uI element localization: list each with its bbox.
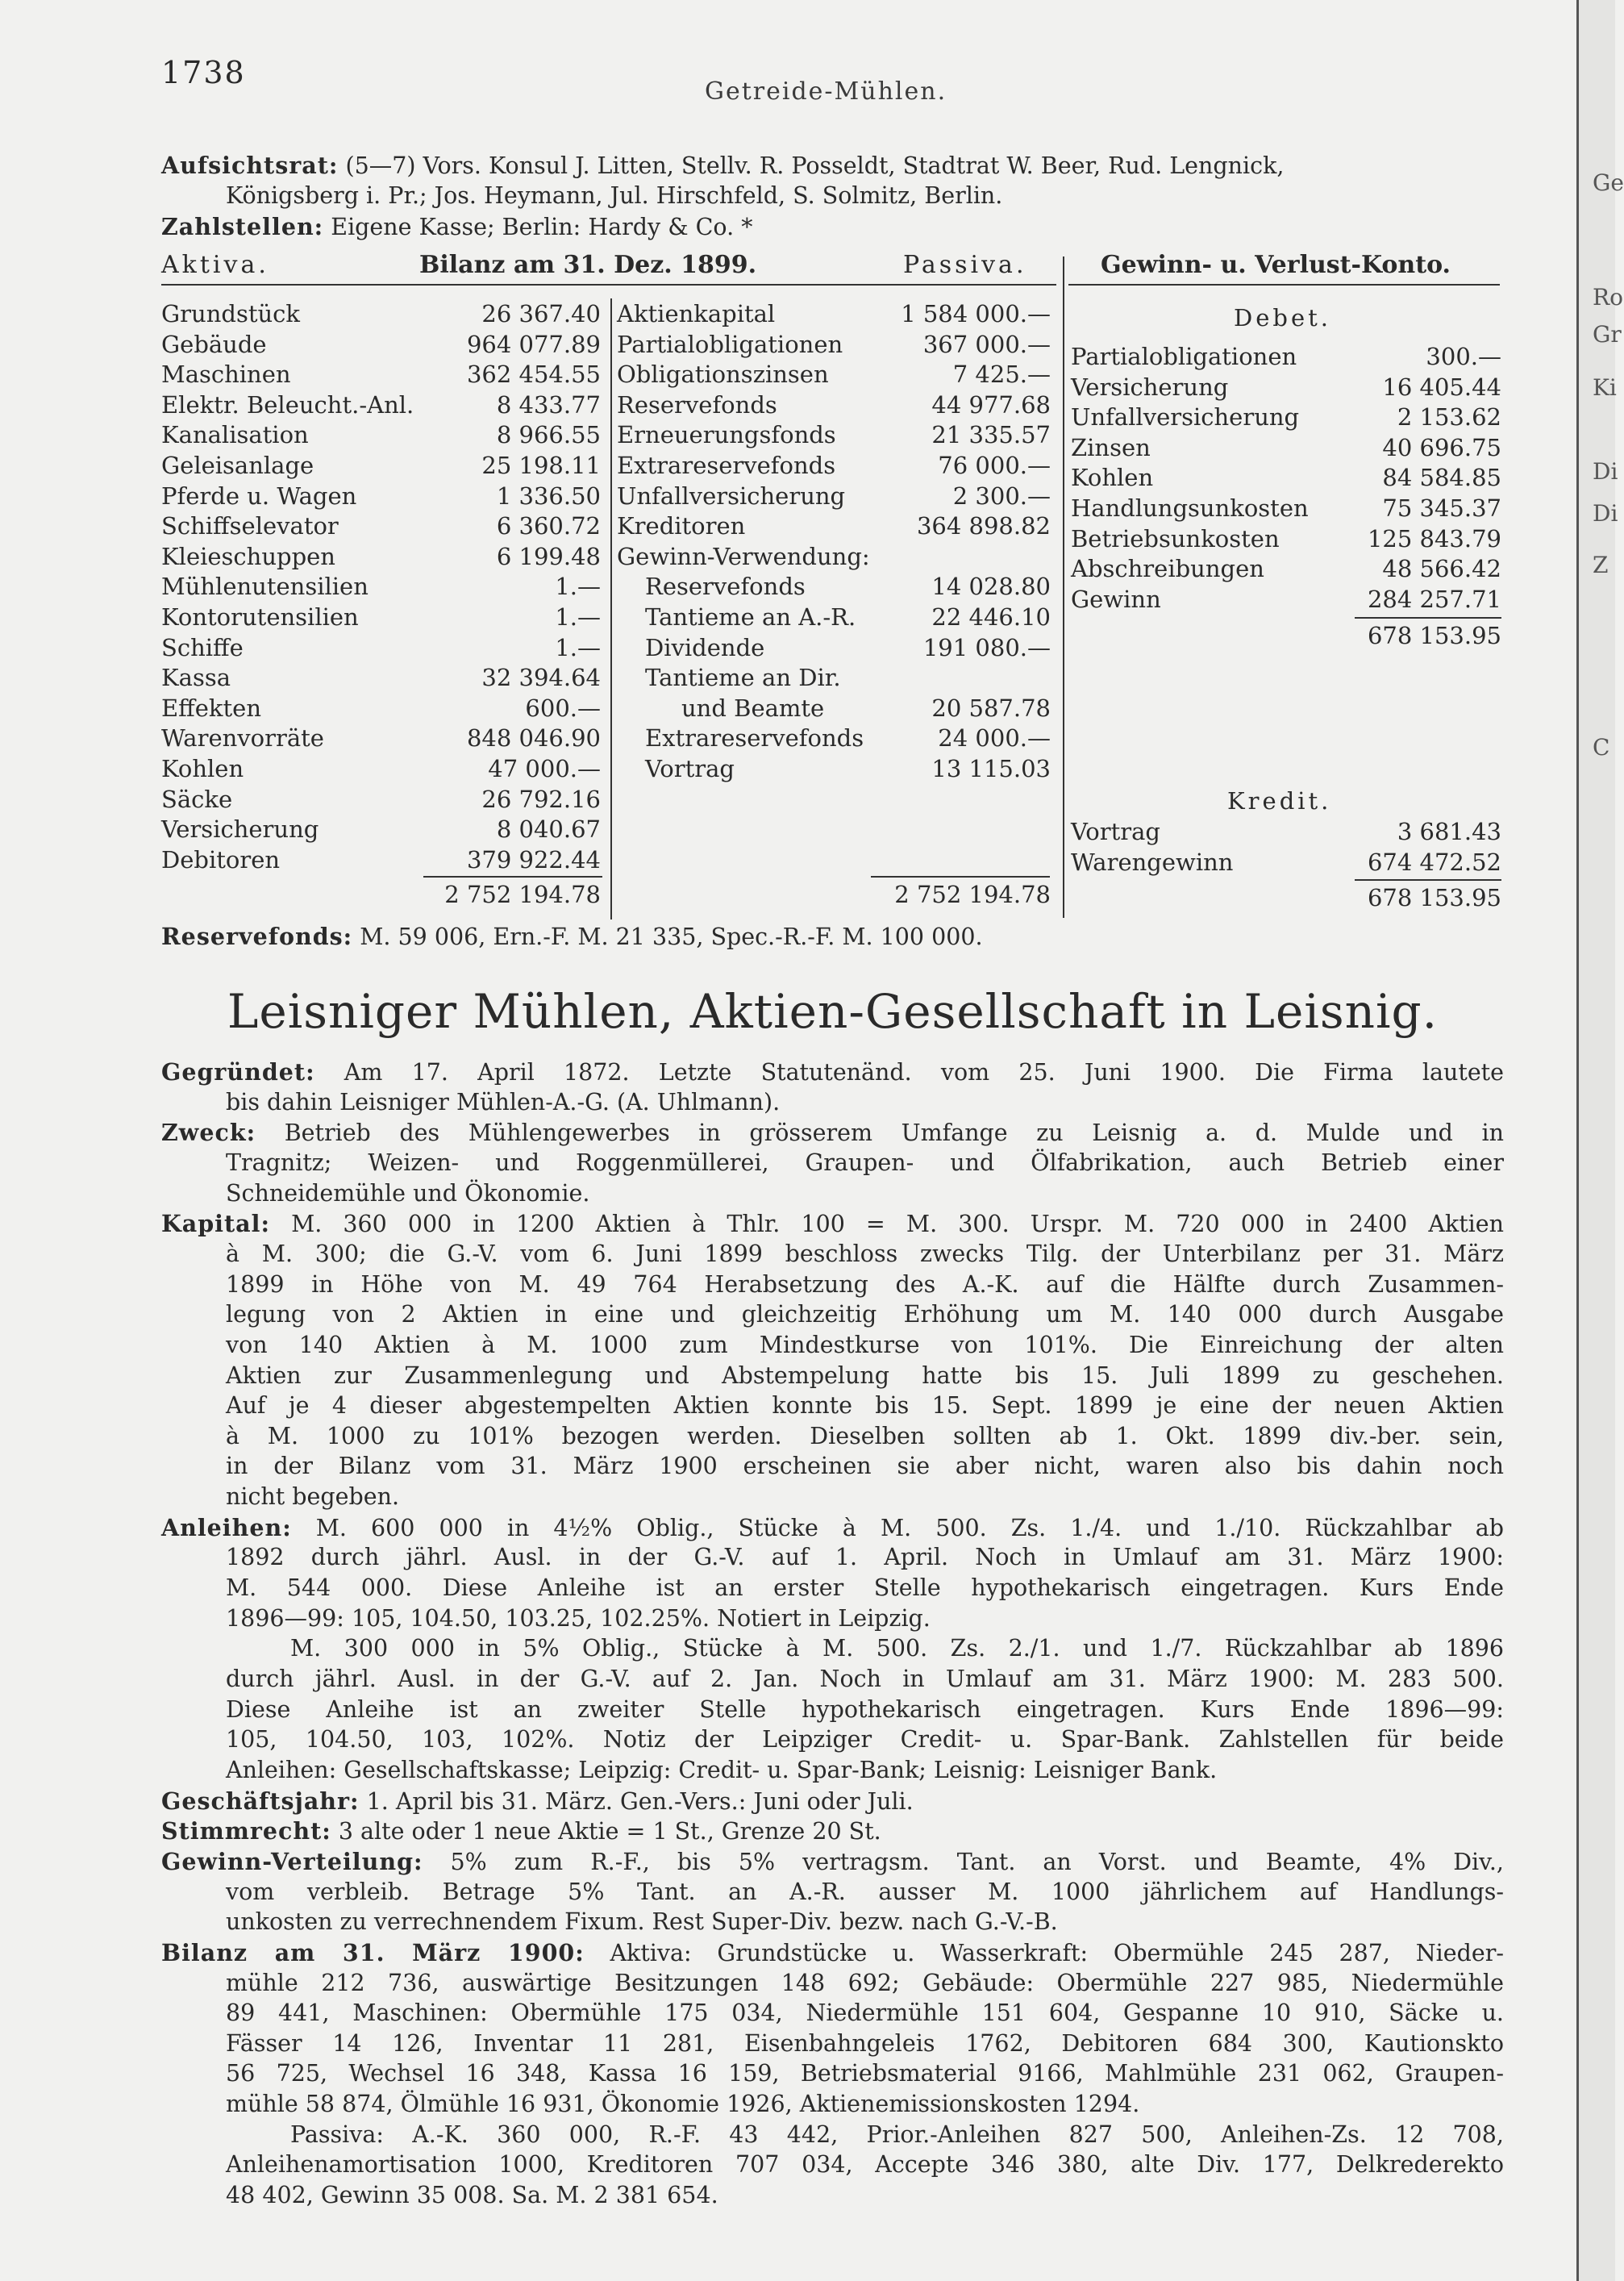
aktiva-item: Schiffe <box>161 633 244 661</box>
body-line <box>226 1361 1504 1391</box>
line-text: vom verbleib. Betrage 5% Tant. an A.-R. ausser M. 1000 jährlichem auf Handlungs- <box>226 1878 1504 1905</box>
adjacent-page-letter: Ge <box>1593 169 1624 196</box>
passiva-total-rule <box>871 876 1050 878</box>
body-line <box>226 1907 1504 1937</box>
aktiva-value: 6 360.72 <box>496 512 601 540</box>
debet-total: 678 153.95 <box>1367 622 1501 650</box>
debet-item: Kohlen <box>1071 464 1154 492</box>
debet-total-rule <box>1355 617 1501 619</box>
line-text: M. 360 000 in 1200 Aktien à Thlr. 100 = M. 300. Urspr. M. 720 000 in 2400 Aktien <box>269 1211 1504 1238</box>
running-head: Getreide-Mühlen. <box>705 77 947 106</box>
line-text: Auf je 4 dieser abgestempelten Aktien konnte bis 15. Sept. 1899 je eine der neuen Aktien <box>226 1392 1504 1420</box>
body-line <box>226 2058 1504 2089</box>
line-text: legung von 2 Aktien in eine und gleichzeitig Erhöhung um M. 140 000 durch Ausgabe <box>226 1301 1504 1328</box>
aktiva-value: 379 922.44 <box>466 845 601 874</box>
aktiva-value: 25 198.11 <box>481 452 601 479</box>
debet-item: Handlungsunkosten <box>1071 494 1309 522</box>
passiva-item: Extrareservefonds <box>645 724 864 753</box>
passiva-value: 24 000.— <box>938 724 1051 753</box>
body-line <box>226 1391 1504 1421</box>
aktiva-item: Säcke <box>161 785 233 813</box>
passiva-value: 364 898.82 <box>916 512 1051 540</box>
section-label: Zweck: <box>161 1119 256 1147</box>
debet-value: 16 405.44 <box>1382 373 1501 401</box>
adjacent-page-letter: C <box>1593 734 1610 761</box>
line-text: unkosten zu verrechnendem Fixum. Rest Super-Div. bezw. nach G.-V.-B. <box>226 1908 1058 1936</box>
line-text: 5% zum R.-F., bis 5% vertragsm. Tant. an Vorst. und Beamte, 4% Div., <box>423 1848 1504 1875</box>
body-line <box>226 1270 1504 1300</box>
debet-item: Gewinn <box>1071 585 1161 613</box>
adjacent-page-letter: Ki <box>1593 374 1617 401</box>
passiva-value: 191 080.— <box>922 633 1051 661</box>
debet-value: 2 153.62 <box>1397 403 1501 432</box>
section-label: Aufsichtsrat: <box>161 152 339 179</box>
line-text: 1896—99: 105, 104.50, 103.25, 102.25%. Notiert in Leipzig. <box>226 1604 931 1632</box>
aktiva-value: 362 454.55 <box>466 361 601 389</box>
line-text: M. 600 000 in 4½% Oblig., Stücke à M. 500. Zs. 1./4. und 1./10. Rückzahlbar ab <box>291 1514 1504 1541</box>
body-line <box>226 1968 1504 1999</box>
line-text: durch jährl. Ausl. in der G.-V. auf 2. Jan. Noch in Umlauf am 31. März 1900: M. 283 500. <box>226 1666 1504 1692</box>
line-text: Anleihenamortisation 1000, Kreditoren 707 034, Accepte 346 380, alte Div. 177, Delkrederekto <box>226 2151 1504 2179</box>
passiva-item: Dividende <box>645 633 765 661</box>
section-label: Geschäftsjahr: <box>161 1787 360 1815</box>
body-line <box>226 1573 1504 1603</box>
debet-value: 284 257.71 <box>1367 585 1501 613</box>
line-text: M. 300 000 in 5% Oblig., Stücke à M. 500. Zs. 2./1. und 1./7. Rückzahlbar ab 1896 <box>290 1635 1504 1662</box>
passiva-item: Reservefonds <box>645 573 806 601</box>
passiva-item: Obligationszinsen <box>617 361 829 389</box>
adjacent-page-letter: Gr <box>1593 321 1622 348</box>
aktiva-value: 32 394.64 <box>481 664 601 692</box>
aktiva-total: 2 752 194.78 <box>444 881 601 909</box>
aktiva-item: Versicherung <box>161 815 319 844</box>
aktiva-item: Kleieschuppen <box>161 542 335 570</box>
kredit-total-rule <box>1355 879 1501 881</box>
bilanz-divider <box>610 298 612 919</box>
debet-value: 125 843.79 <box>1367 524 1501 553</box>
line-text: 105, 104.50, 103, 102%. Notiz der Leipziger Credit- u. Spar-Bank. Zahlstellen für beide <box>226 1726 1504 1753</box>
kredit-value: 3 681.43 <box>1397 818 1501 845</box>
debet-value: 84 584.85 <box>1382 464 1501 492</box>
line-text: Eigene Kasse; Berlin: Hardy & Co. * <box>323 214 753 240</box>
section-label: Stimmrecht: <box>161 1817 331 1845</box>
aktiva-value: 600.— <box>525 694 601 722</box>
aktiva-value: 1.— <box>555 603 601 631</box>
aktiva-value: 8 966.55 <box>496 421 601 449</box>
line-text: Anleihen: Gesellschaftskasse; Leipzig: Credit- u. Spar-Bank; Leisnig: Leisniger Bank. <box>226 1756 1218 1783</box>
aktiva-item: Pferde u. Wagen <box>161 482 357 510</box>
bilanz-title: Bilanz am 31. Dez. 1899. <box>419 251 757 279</box>
line-text: M. 544 000. Diese Anleihe ist an erster Stelle hypothekarisch eingetragen. Kurs Ende <box>226 1574 1504 1602</box>
passiva-item: und Beamte <box>681 694 825 722</box>
body-line <box>226 1299 1504 1330</box>
body-line <box>290 1633 1504 1664</box>
guv-title: Gewinn- u. Verlust-Konto. <box>1101 251 1451 279</box>
body-line <box>226 1087 1504 1118</box>
aktiva-value: 8 040.67 <box>496 815 601 844</box>
line-text: Diese Anleihe ist an zweiter Stelle hypothekarisch eingetragen. Kurs Ende 1896—99: <box>226 1695 1504 1723</box>
aktiva-label: Aktiva. <box>161 251 269 279</box>
debet-item: Betriebsunkosten <box>1071 524 1280 553</box>
line-text: mühle 212 736, auswärtige Besitzungen 148 692; Gebäude: Obermühle 227 985, Niedermühle <box>226 1969 1504 1996</box>
line-text: 89 441, Maschinen: Obermühle 175 034, Niedermühle 151 604, Gespanne 10 910, Säcke u. <box>226 2000 1504 2027</box>
header-line <box>161 211 1504 243</box>
line-text: à M. 300; die G.-V. vom 6. Juni 1899 beschloss zwecks Tilg. der Unterbilanz per 31. März <box>226 1240 1504 1267</box>
page-number: 1738 <box>161 55 246 90</box>
line-text: 3 alte oder 1 neue Aktie = 1 St., Grenze 20 St. <box>331 1818 881 1845</box>
debet-item: Abschreibungen <box>1071 555 1264 583</box>
body-line <box>226 1542 1504 1573</box>
guv-top-rule <box>1068 284 1500 286</box>
debet-value: 75 345.37 <box>1382 494 1501 522</box>
line-text: 1899 in Höhe von M. 49 764 Herabsetzung des A.-K. auf die Hälfte durch Zusammen- <box>226 1270 1504 1298</box>
debet-label: Debet. <box>1234 304 1332 332</box>
line-text: (5—7) Vors. Konsul J. Litten, Stellv. R. Posseldt, Stadtrat W. Beer, Rud. Lengnick, <box>338 152 1285 179</box>
line-text: Am 17. April 1872. Letzte Statutenänd. vom 25. Juni 1900. Die Firma lautete <box>314 1059 1504 1086</box>
body-line <box>226 1451 1504 1482</box>
line-text: Passiva: A.-K. 360 000, R.-F. 43 442, Prior.-Anleihen 827 500, Anleihen-Zs. 12 708, <box>290 2120 1504 2148</box>
passiva-value: 1 584 000.— <box>901 300 1051 327</box>
body-line <box>226 1603 1504 1634</box>
aktiva-item: Mühlenutensilien <box>161 573 369 601</box>
line-text: Betrieb des Mühlengewerbes in grösserem Umfange zu Leisnig a. d. Mulde und in <box>256 1120 1504 1147</box>
passiva-item: Tantieme an Dir. <box>645 664 841 692</box>
aktiva-item: Kohlen <box>161 755 244 782</box>
passiva-value: 13 115.03 <box>931 755 1051 782</box>
aktiva-item: Debitoren <box>161 845 281 874</box>
line-text: mühle 58 874, Ölmühle 16 931, Ökonomie 1926, Aktienemissionskosten 1294. <box>226 2091 1140 2118</box>
passiva-value: 22 446.10 <box>931 603 1051 631</box>
line-text: 1. April bis 31. März. Gen.-Vers.: Juni oder Juli. <box>359 1787 914 1815</box>
line-text: Aktiva: Grundstücke u. Wasserkraft: Obermühle 245 287, Nieder- <box>584 1939 1504 1966</box>
body-line <box>226 1664 1504 1695</box>
line-text: 56 725, Wechsel 16 348, Kassa 16 159, Betriebsmaterial 9166, Mahlmühle 231 062, Graupen- <box>226 2060 1504 2087</box>
aktiva-value: 26 792.16 <box>481 785 601 813</box>
adjacent-page-letter: Z <box>1593 552 1609 578</box>
aktiva-value: 848 046.90 <box>466 724 601 753</box>
passiva-item: Tantieme an A.-R. <box>645 603 856 631</box>
body-line <box>226 1695 1504 1725</box>
aktiva-total-rule <box>423 876 602 878</box>
aktiva-item: Grundstück <box>161 300 300 327</box>
aktiva-item: Kassa <box>161 664 231 692</box>
passiva-item: Aktienkapital <box>617 300 776 327</box>
section-label: Gewinn-Verteilung: <box>161 1847 423 1875</box>
aktiva-item: Gebäude <box>161 330 267 358</box>
aktiva-value: 6 199.48 <box>496 542 601 570</box>
passiva-value: 44 977.68 <box>931 390 1051 419</box>
aktiva-value: 47 000.— <box>488 755 601 782</box>
reservefonds-text <box>161 921 1504 953</box>
company-title: Leisniger Mühlen, Aktien-Gesellschaft in Leisnig. <box>227 984 1439 1039</box>
body-line <box>161 1057 1504 1088</box>
passiva-value: 14 028.80 <box>931 573 1051 601</box>
passiva-item: Unfallversicherung <box>617 482 846 510</box>
body-line <box>226 1482 1504 1512</box>
aktiva-item: Kanalisation <box>161 421 309 449</box>
passiva-value: 367 000.— <box>922 330 1051 358</box>
aktiva-value: 964 077.89 <box>466 330 601 358</box>
line-text: von 140 Aktien à M. 1000 zum Mindestkurse von 101%. Die Einreichung der alten <box>226 1331 1504 1358</box>
debet-value: 300.— <box>1426 343 1501 370</box>
adjacent-page-letter: Ro <box>1593 284 1623 311</box>
aktiva-value: 1 336.50 <box>496 482 601 510</box>
body-line <box>226 2180 1504 2211</box>
header-line <box>161 150 1504 181</box>
debet-value: 40 696.75 <box>1382 433 1501 461</box>
debet-item: Versicherung <box>1071 373 1229 401</box>
body-line <box>226 1148 1504 1178</box>
passiva-item: Kreditoren <box>617 512 746 540</box>
section-label: Reservefonds: <box>161 923 353 950</box>
body-line <box>161 1937 1504 1969</box>
line-text: 1892 durch jährl. Ausl. in der G.-V. auf 1. April. Noch in Umlauf am 31. März 1900: <box>226 1544 1504 1571</box>
kredit-item: Warengewinn <box>1071 848 1234 876</box>
adjacent-page-letter: Di <box>1593 500 1618 527</box>
passiva-label: Passiva. <box>903 251 1027 279</box>
body-line <box>226 2150 1504 2180</box>
line-text: Fässer 14 126, Inventar 11 281, Eisenbahngeleis 1762, Debitoren 684 300, Kautionskto <box>226 2029 1504 2057</box>
kredit-label: Kredit. <box>1227 787 1332 815</box>
section-label: Zahlstellen: <box>161 213 324 240</box>
body-line <box>161 1816 1504 1847</box>
body-line <box>226 1421 1504 1452</box>
header-line <box>226 181 1504 211</box>
bilanz-top-rule <box>161 284 1056 286</box>
passiva-item: Gewinn-Verwendung: <box>617 542 870 570</box>
line-text: Königsberg i. Pr.; Jos. Heymann, Jul. Hirschfeld, S. Solmitz, Berlin. <box>226 182 1003 209</box>
line-text: à M. 1000 zu 101% bezogen werden. Dieselben sollten ab 1. Okt. 1899 div.-ber. sein, <box>226 1422 1504 1449</box>
body-line <box>226 1724 1504 1755</box>
line-text: 48 402, Gewinn 35 008. Sa. M. 2 381 654. <box>226 2182 718 2209</box>
aktiva-item: Warenvorräte <box>161 724 324 753</box>
passiva-value: 76 000.— <box>938 452 1051 479</box>
passiva-value: 7 425.— <box>952 361 1051 389</box>
debet-value: 48 566.42 <box>1382 555 1501 583</box>
debet-item: Unfallversicherung <box>1071 403 1300 432</box>
aktiva-item: Maschinen <box>161 361 291 389</box>
section-label: Anleihen: <box>161 1513 292 1541</box>
body-line <box>226 2029 1504 2059</box>
line-text: Aktien zur Zusammenlegung und Abstempelung hatte bis 15. Juli 1899 zu geschehen. <box>226 1362 1504 1389</box>
guv-divider <box>1063 256 1064 918</box>
body-line <box>226 1239 1504 1270</box>
passiva-item: Partialobligationen <box>617 330 843 358</box>
body-line <box>161 1786 1504 1817</box>
line-text: Schneidemühle und Ökonomie. <box>226 1179 590 1207</box>
section-label: Kapital: <box>161 1210 270 1238</box>
adjacent-page-letter: Di <box>1593 458 1618 485</box>
body-line <box>226 1998 1504 2029</box>
body-line <box>226 1877 1504 1908</box>
body-line <box>290 2120 1504 2150</box>
passiva-total: 2 752 194.78 <box>894 881 1051 909</box>
body-line <box>226 1330 1504 1361</box>
aktiva-value: 1.— <box>555 633 601 661</box>
kredit-value: 674 472.52 <box>1367 848 1501 876</box>
kredit-item: Vortrag <box>1071 818 1160 845</box>
line-text: bis dahin Leisniger Mühlen-A.-G. (A. Uhlmann). <box>226 1088 781 1115</box>
aktiva-item: Effekten <box>161 694 262 722</box>
line-text: in der Bilanz vom 31. März 1900 erscheinen sie aber nicht, waren also bis dahin noch <box>226 1453 1504 1480</box>
passiva-value: 2 300.— <box>952 482 1051 510</box>
aktiva-item: Elektr. Beleucht.-Anl. <box>161 390 414 419</box>
debet-item: Partialobligationen <box>1071 343 1297 370</box>
debet-item: Zinsen <box>1071 433 1151 461</box>
body-line <box>226 2089 1504 2120</box>
body-line <box>226 1178 1504 1209</box>
aktiva-value: 1.— <box>555 573 601 601</box>
body-line <box>161 1208 1504 1240</box>
body-line <box>161 1846 1504 1878</box>
aktiva-item: Kontorutensilien <box>161 603 359 631</box>
line-text: nicht begeben. <box>226 1483 400 1511</box>
aktiva-value: 26 367.40 <box>481 300 601 327</box>
body-line <box>161 1117 1504 1149</box>
line-text: Tragnitz; Weizen- und Roggenmüllerei, Graupen- und Ölfabrikation, auch Betrieb einer <box>226 1149 1504 1176</box>
section-label: Gegründet: <box>161 1058 315 1086</box>
kredit-total: 678 153.95 <box>1367 884 1501 911</box>
passiva-item: Extrareservefonds <box>617 452 836 479</box>
aktiva-item: Schiffselevator <box>161 512 339 540</box>
aktiva-item: Geleisanlage <box>161 452 314 479</box>
section-label: Bilanz am 31. März 1900: <box>161 1938 585 1966</box>
body-line <box>226 1755 1504 1786</box>
passiva-item: Erneuerungsfonds <box>617 421 836 449</box>
passiva-item: Reservefonds <box>617 390 777 419</box>
aktiva-value: 8 433.77 <box>496 390 601 419</box>
line-text: M. 59 006, Ern.-F. M. 21 335, Spec.-R.-F. M. 100 000. <box>352 924 983 950</box>
passiva-item: Vortrag <box>645 755 735 782</box>
passiva-value: 21 335.57 <box>931 421 1051 449</box>
body-line <box>161 1512 1504 1544</box>
passiva-value: 20 587.78 <box>931 694 1051 722</box>
